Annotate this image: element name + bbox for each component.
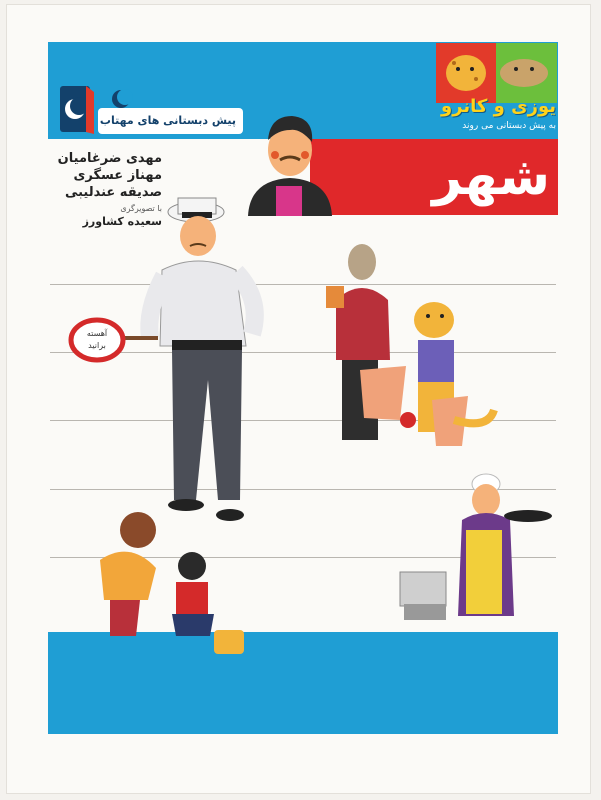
- svg-text:آهسته: آهسته: [86, 329, 108, 338]
- illustrator-name: سعیده کشاورز: [82, 215, 162, 228]
- leopard-child-figure: [414, 302, 494, 446]
- mother-and-child-figure: [100, 512, 244, 654]
- mustache-man-figure: [248, 116, 332, 216]
- author-2: مهناز عسگری: [73, 168, 162, 183]
- grandmother-figure: [326, 244, 416, 440]
- illustrator-label: با تصویرگری: [120, 204, 162, 213]
- series-title: یوزی و کانرو: [441, 96, 556, 117]
- author-3: صدیقه عندلیبی: [64, 185, 162, 200]
- cook-figure: [400, 474, 552, 620]
- author-1: مهدی ضرغامیان: [57, 151, 162, 166]
- publisher-name: پیش دبستانی های مهتاب: [99, 114, 236, 127]
- series-subtitle: به پیش دبستانی می روند: [462, 121, 556, 131]
- police-officer-figure: [149, 198, 255, 521]
- svg-text:برانید: برانید: [88, 341, 106, 350]
- book-title: شهر: [432, 147, 550, 207]
